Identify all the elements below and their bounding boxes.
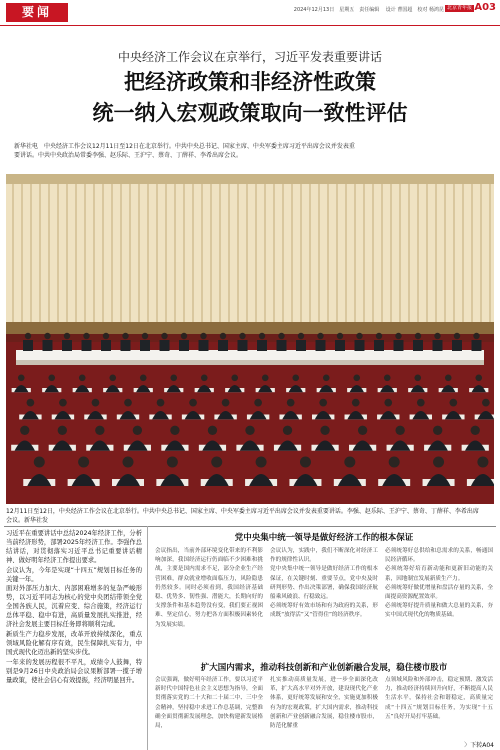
rostrum-person (413, 340, 423, 351)
rostrum-person-head (473, 333, 479, 339)
attendee-head (319, 399, 327, 407)
page-header (0, 0, 500, 26)
issue-meta: 2024年12月13日 星期五 责任编辑 设计 曹国超 校对 杨鸿昆 (293, 7, 444, 13)
section-heading-1: 党中央集中统一领导是做好经济工作的根本保证 (234, 533, 414, 543)
attendee-head (414, 375, 421, 382)
rostrum-person-head (64, 333, 70, 339)
rostrum-person-head (454, 333, 460, 339)
attendee-head (109, 375, 116, 382)
attendee-head (222, 399, 230, 407)
rostrum-person-head (161, 333, 167, 339)
attendee-head (283, 426, 292, 435)
rostrum-person (160, 340, 170, 351)
attendee-head (170, 426, 179, 435)
attendee-head (245, 426, 254, 435)
attendee-head (254, 399, 262, 407)
attendee-head (433, 457, 444, 468)
rostrum-person (101, 340, 111, 351)
rostrum-person-head (376, 333, 382, 339)
summary-paragraph: 一年来的发展历程很不平凡，成绩令人鼓舞，特别是9月26日中央政治局会议果断部署一揽子增量政策，使社会信心有效提振，经济明显回升。 (6, 658, 142, 684)
section-2-column-2: 扎实推动高质量发展，进一步全面深化改革，扩大高水平对外开放，建设现代化产业体系，更好统筹发展和安全，实施更加积极有为的宏观政策，扩大国内需求，推动科技创新和产业创新融合发展，稳住楼市股市，防范化解重 (270, 677, 378, 730)
rostrum-person-head (220, 333, 226, 339)
attendee-head (208, 426, 217, 435)
attendee-head (79, 375, 86, 382)
rostrum-person (355, 340, 365, 351)
attendee-head (433, 426, 442, 435)
rostrum-person-head (83, 333, 89, 339)
attendee-head (48, 375, 55, 382)
section-badge: 要闻 (6, 3, 68, 22)
attendee-head (20, 426, 29, 435)
attendee-head (231, 375, 238, 382)
rostrum-person-head (415, 333, 421, 339)
rostrum-person (472, 340, 482, 351)
rostrum-person-head (317, 333, 323, 339)
attendee-head (256, 457, 267, 468)
summary-paragraph: 习近平在重要讲话中总结2024年经济工作，分析当前经济形势，部署2025年经济工作。李强作总结讲话，对贯彻落实习近平总书记重要讲话精神、做好明年经济工作提出要求。 (6, 530, 142, 564)
rostrum-table (16, 350, 484, 365)
rostrum-person-head (259, 333, 265, 339)
rostrum-person (316, 340, 326, 351)
continued-jump-link[interactable]: 〉下转A04 (464, 742, 494, 749)
rostrum-person (43, 340, 53, 351)
section-heading-2: 扩大国内需求，推动科技创新和产业创新融合发展，稳住楼市股市 (200, 663, 448, 673)
rostrum-person (277, 340, 287, 351)
rostrum-person (62, 340, 72, 351)
attendee-head (124, 399, 132, 407)
rostrum-person-head (122, 333, 128, 339)
conference-photo (6, 174, 494, 504)
rostrum-person (140, 340, 150, 351)
attendee-head (18, 375, 25, 382)
summary-column (6, 530, 142, 686)
attendee-head (352, 399, 360, 407)
attendee-head (292, 375, 299, 382)
rostrum-person-head (239, 333, 245, 339)
rostrum-person (433, 340, 443, 351)
summary-paragraph: 会议认为，今年是实现“十四五”规划目标任务的关键一年。 (6, 566, 142, 583)
attendee-head (189, 399, 197, 407)
rostrum-person (82, 340, 92, 351)
rostrum-person-head (278, 333, 284, 339)
rostrum-person (218, 340, 228, 351)
rostrum-person (374, 340, 384, 351)
attendee-head (482, 399, 490, 407)
rostrum-person (335, 340, 345, 351)
rostrum-person-head (25, 333, 31, 339)
rostrum-person-head (356, 333, 362, 339)
attendee-head (262, 375, 269, 382)
rostrum-person-head (44, 333, 50, 339)
edition-tag: 北京青年报 (446, 5, 472, 11)
attendee-head (353, 375, 360, 382)
attendee-head (384, 399, 392, 407)
summary-paragraph: 面对外部压力加大、内部困难增多的复杂严峻形势，以习近平同志为核心的党中央团结带领全党全国各族人民，沉着应变、综合施策，经济运行总体平稳、稳中有进，高质量发展扎实推进，经济社会发展主要目标任务即将顺利完成。 (6, 585, 142, 629)
attendee-head (211, 457, 222, 468)
attendee-head (59, 399, 67, 407)
rostrum-person-head (395, 333, 401, 339)
attendee-head (95, 426, 104, 435)
attendee-head (417, 399, 425, 407)
rostrum-person (296, 340, 306, 351)
rostrum-person (238, 340, 248, 351)
attendee-head (27, 399, 35, 407)
main-headline-line-2: 统一纳入宏观政策取向一致性评估 (92, 101, 408, 125)
caption-line-1: 12月11日至12日，中央经济工作会议在北京举行。中共中央总书记、国家主席、中央军委主席习近平出席会议并发表重要讲话。李强、赵乐际、王沪宁、蔡奇、丁薛祥、李希出席 (6, 508, 479, 515)
attendee-head (320, 426, 329, 435)
attendee-head (58, 426, 67, 435)
rostrum-person (121, 340, 131, 351)
kicker-headline: 中央经济工作会议在京举行，习近平发表重要讲话 (117, 50, 382, 64)
attendee-head (477, 457, 488, 468)
lede-line-2: 要讲话。中共中央政治局常委李强、赵乐际、王沪宁、蔡奇、丁薛祥、李希出席会议。 (14, 152, 243, 159)
section-1-column-3: 必须统筹好总供给和总需求的关系，畅通国民经济循环。 必须统筹好培育新动能和更新旧动能的关系，因地制宜发展新质生产力。 必须统筹好做优增量和盘活存量的关系，全面提高资源配置效率。 必须统筹好提升质量和做大总量的关系，夯实中国式现代化的物质基础。 (385, 548, 493, 619)
attendee-head (123, 457, 134, 468)
main-headline-line-1: 把经济政策和非经济性政策 (124, 70, 376, 94)
section-1-column-1: 会议指出，当前外部环境变化带来的不利影响加深，我国经济运行仍面临不少困难和挑战，主要是国内需求不足，部分企业生产经营困难，群众就业增收面临压力，风险隐患仍然较多。同时必须看到，我国经济基础稳、优势多、韧性强、潜能大，长期向好的支撑条件和基本趋势没有变，我们要正视困难、坚定信心，努力把各方面积极因素转化为发展实绩。 (155, 548, 263, 628)
conference-hall-illustration (6, 174, 494, 504)
attendee-head (344, 457, 355, 468)
summary-paragraph: 新质生产力稳步发展，改革开放持续深化，重点领域风险化解有序有效，民生保障扎实有力，中国式现代化迈出新的坚实步伐。 (6, 630, 142, 656)
attendee-head (475, 375, 482, 382)
lede-line-1: 新华社电 中央经济工作会议12月11日至12日在北京举行。中共中央总书记、国家主席、中央军委主席习近平出席会议并发表重 (14, 143, 355, 150)
rostrum-person-head (142, 333, 148, 339)
section-1-column-2: 会议认为，实践中，我们不断深化对经济工作的规律性认识。 党中央集中统一领导是做好经济工作的根本保证，在关键时刻、重要节点，党中央及时研判形势、作出决策部署，确保我国经济航船乘风破浪、行稳致远。 必须统筹好有效市场和有为政府的关系，形成既“放得活”又“管得住”的经济秩序。 (270, 548, 378, 619)
rostrum-person-head (434, 333, 440, 339)
divider (4, 526, 496, 527)
attendee-head (92, 399, 100, 407)
attendee-head (170, 375, 177, 382)
attendee-head (167, 457, 178, 468)
attendee-head (471, 426, 480, 435)
section-2-column-1: 会议强调，做好明年经济工作，要以习近平新时代中国特色社会主义思想为指导，全面贯彻落实党的二十大和二十届二中、三中全会精神，坚持稳中求进工作总基调，完整准确全面贯彻新发展理念，加快构建新发展格局， (155, 677, 263, 730)
attendee-head (34, 457, 45, 468)
attendee-head (395, 426, 404, 435)
lede-paragraph (14, 142, 488, 160)
rostrum-person-head (103, 333, 109, 339)
rostrum-person (394, 340, 404, 351)
attendee-head (389, 457, 400, 468)
rostrum-person (452, 340, 462, 351)
caption-line-2: 会议。新华社发 (6, 517, 49, 524)
section-2-column-3: 点领域风险和外部冲击，稳定预期、激发活力，推动经济持续回升向好，不断提高人民生活水平，保持社会和谐稳定，高质量完成“十四五”规划目标任务，为实现“十五五”良好开局打牢基础。 (385, 677, 493, 720)
rostrum-person (199, 340, 209, 351)
rostrum-person-head (200, 333, 206, 339)
attendee-head (323, 375, 330, 382)
attendee-head (133, 426, 142, 435)
rostrum-person (179, 340, 189, 351)
attendee-head (157, 399, 165, 407)
attendee-head (384, 375, 391, 382)
attendee-head (140, 375, 147, 382)
rostrum-person-head (298, 333, 304, 339)
column-divider (147, 526, 148, 750)
page-number: A03 (474, 2, 496, 13)
attendee-head (201, 375, 208, 382)
attendee-head (78, 457, 89, 468)
attendee-head (300, 457, 311, 468)
rostrum-person-head (181, 333, 187, 339)
rostrum-person-head (337, 333, 343, 339)
attendee-head (445, 375, 452, 382)
attendee-head (449, 399, 457, 407)
rostrum-person (23, 340, 33, 351)
attendee-head (287, 399, 295, 407)
photo-caption (6, 507, 494, 525)
attendee-head (358, 426, 367, 435)
rostrum-person (257, 340, 267, 351)
